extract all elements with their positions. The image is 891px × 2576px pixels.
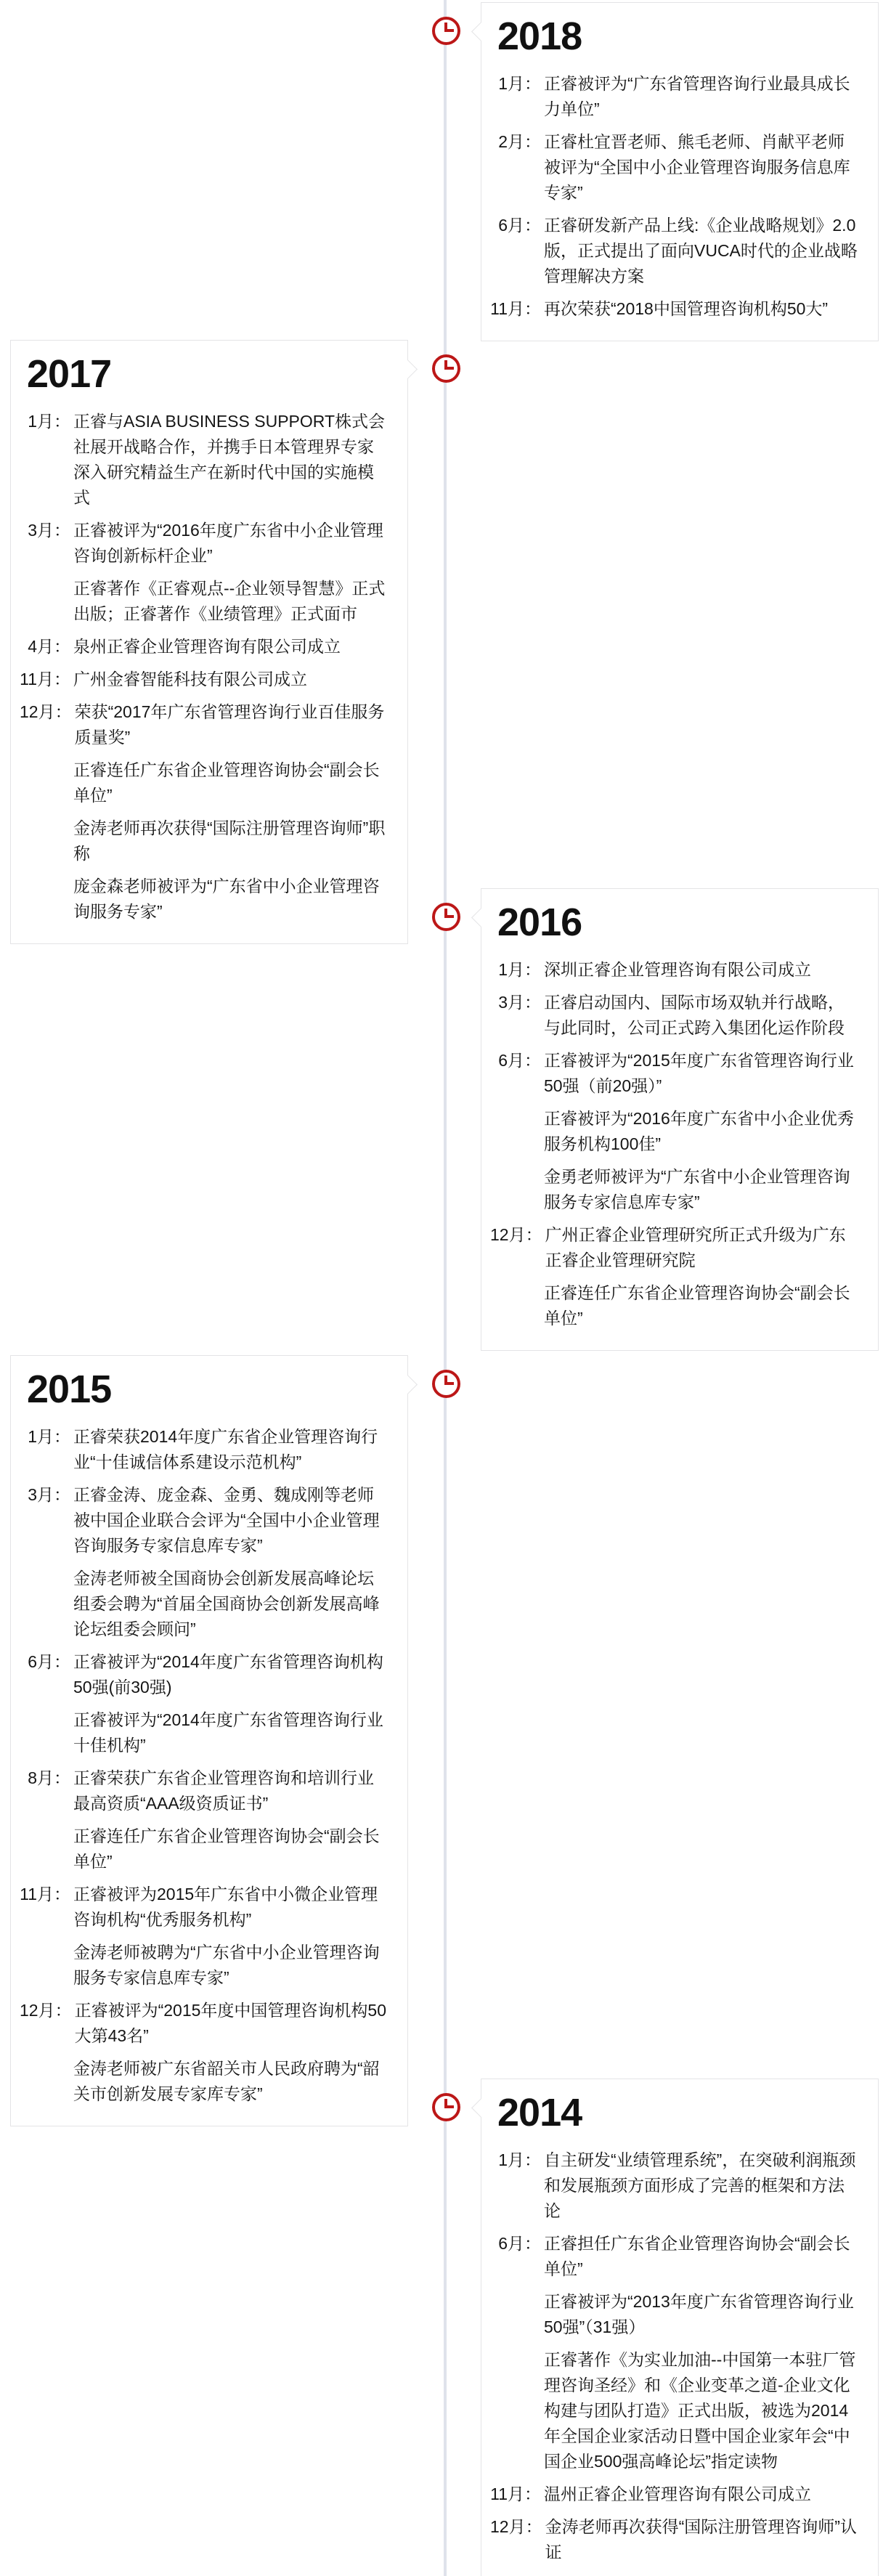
- entry-month-label: 2月：: [498, 132, 541, 152]
- timeline-entry: [490, 2289, 861, 2340]
- timeline-entry: [20, 1649, 390, 1700]
- timeline-entry: [20, 1566, 390, 1642]
- entry-month-label: 12月：: [20, 2001, 72, 2020]
- clock-icon: [432, 354, 460, 383]
- timeline-entry: [490, 957, 861, 983]
- timeline-spine: [444, 0, 447, 2576]
- timeline-entry: [20, 634, 390, 659]
- year-card-2018: [481, 2, 879, 341]
- entry-text: 广州金睿智能科技有限公司成立: [73, 670, 307, 689]
- entry-text: 金涛老师被广东省韶关市人民政府聘为“韶关市创新发展专家库专家”: [73, 2059, 380, 2104]
- clock-hand-hour: [446, 1382, 454, 1385]
- entry-month-label: 6月：: [498, 2234, 541, 2254]
- timeline-entry: [20, 1707, 390, 1758]
- timeline-entry: [20, 1482, 390, 1559]
- entry-text: 正睿金涛、庞金森、金勇、魏成刚等老师被中国企业联合会评为“全国中小企业管理咨询服务专家信息库专家”: [73, 1485, 380, 1556]
- year-title: 2018: [497, 15, 582, 58]
- entry-text: 正睿连任广东省企业管理咨询协会“副会长单位”: [73, 1827, 380, 1872]
- timeline-entry: [20, 1882, 390, 1933]
- year-card-2015: [10, 1355, 408, 2126]
- entry-month-label: 3月：: [28, 521, 70, 540]
- entry-text: 金涛老师被全国商协会创新发展高峰论坛组委会聘为“首届全国商协会创新发展高峰论坛组委会顾问”: [73, 1569, 380, 1639]
- timeline-entry: [20, 518, 390, 569]
- entry-month-label: 6月：: [498, 1051, 541, 1070]
- entry-month-label: 11月：: [20, 1885, 70, 1904]
- entry-month-label: 3月：: [28, 1485, 70, 1505]
- entry-month-label: [490, 1164, 541, 1215]
- entry-month-label: 4月：: [28, 637, 70, 657]
- entry-text: 正睿担任广东省企业管理咨询协会“副会长单位”: [544, 2234, 850, 2279]
- timeline-entry: [20, 1766, 390, 1816]
- entry-text: 正睿连任广东省企业管理咨询协会“副会长单位”: [73, 760, 380, 805]
- entry-text: 荣获“2017年广东省管理咨询行业百佳服务质量奖”: [74, 702, 385, 747]
- timeline-entry: [490, 2514, 861, 2565]
- timeline-entry: [490, 1048, 861, 1099]
- timeline-entry: [20, 874, 390, 925]
- entry-month-label: 1月：: [498, 2150, 541, 2170]
- entry-text: 正睿被评为“2016年度广东省中小企业管理咨询创新标杆企业”: [73, 521, 383, 566]
- entry-text: 正睿被评为“2015年度广东省管理咨询行业50强（前20强）”: [544, 1051, 854, 1096]
- card-arrow-icon: [471, 2098, 491, 2118]
- entry-month-label: 11月：: [490, 299, 541, 319]
- year-card-2014: [481, 2079, 879, 2576]
- entry-text: 再次荣获“2018中国管理咨询机构50大”: [544, 299, 829, 319]
- timeline-entry: [20, 576, 390, 627]
- card-arrow-icon: [471, 908, 491, 927]
- year-title: 2017: [27, 352, 112, 396]
- entry-text: 正睿著作《正睿观点--企业领导智慧》正式出版；正睿著作《业绩管理》正式面市: [73, 579, 386, 624]
- entry-text: 正睿与ASIA BUSINESS SUPPORT株式会社展开战略合作，并携手日本管理界专家深入研究精益生产在新时代中国的实施模式: [73, 412, 386, 508]
- entry-month-label: [20, 576, 70, 627]
- timeline-entry: [490, 2347, 861, 2474]
- entry-text: 正睿被评为“2014年度广东省管理咨询行业十佳机构”: [73, 1710, 383, 1755]
- entry-text: 正睿连任广东省企业管理咨询协会“副会长单位”: [544, 1283, 850, 1328]
- clock-hand-hour: [446, 29, 454, 32]
- timeline-entry: [20, 409, 390, 511]
- entry-month-label: [20, 1566, 70, 1642]
- entry-text: 金涛老师再次获得“国际注册管理咨询师”认证: [545, 2517, 857, 2562]
- entry-month-label: 12月：: [490, 1225, 542, 1245]
- timeline-entry: [490, 213, 861, 289]
- entry-text: 正睿被评为“2015年度中国管理咨询机构50大第43名”: [74, 2001, 387, 2046]
- entry-month-label: [490, 2347, 541, 2474]
- entry-text: 金涛老师被聘为“广东省中小企业管理咨询服务专家信息库专家”: [73, 1943, 380, 1988]
- entry-month-label: [20, 757, 70, 808]
- entry-text: 庞金森老师被评为“广东省中小企业管理咨询服务专家”: [73, 877, 380, 922]
- entry-month-label: [490, 2289, 541, 2340]
- timeline-entry: [490, 990, 861, 1041]
- entry-month-label: [20, 874, 70, 925]
- entry-text: 正睿研发新产品上线:《企业战略规划》2.0版，正式提出了面向VUCA时代的企业战略管理解决方案: [544, 216, 858, 286]
- entry-month-label: 1月：: [28, 1427, 70, 1447]
- entry-text: 金勇老师被评为“广东省中小企业管理咨询服务专家信息库专家”: [544, 1167, 850, 1212]
- timeline-entry: [490, 2231, 861, 2282]
- clock-hand-hour: [446, 2105, 454, 2108]
- entry-text: 正睿被评为“2016年度广东省中小企业优秀服务机构100佳”: [544, 1109, 854, 1154]
- entry-month-label: [490, 1280, 541, 1331]
- timeline-entry: [490, 2148, 861, 2224]
- entry-month-label: 3月：: [498, 993, 541, 1012]
- entry-text: 自主研发“业绩管理系统”，在突破利润瓶颈和发展瓶颈方面形成了完善的框架和方法论: [544, 2150, 856, 2221]
- timeline-entry: [490, 1280, 861, 1331]
- entry-month-label: [20, 1824, 70, 1874]
- entry-text: 正睿被评为“广东省管理咨询行业最具成长力单位”: [544, 74, 850, 119]
- entry-month-label: 1月：: [498, 74, 541, 94]
- timeline-entry: [490, 1164, 861, 1215]
- clock-icon: [432, 17, 460, 45]
- entry-text: 正睿被评为2015年广东省中小微企业管理咨询机构“优秀服务机构”: [73, 1885, 378, 1930]
- timeline-entry: [490, 296, 861, 322]
- entry-month-label: 12月：: [20, 702, 72, 722]
- entry-text: 正睿启动国内、国际市场双轨并行战略，与此同时，公司正式跨入集团化运作阶段: [544, 993, 845, 1038]
- entry-text: 正睿杜宜晋老师、熊毛老师、肖献平老师被评为“全国中小企业管理咨询服务信息库专家”: [544, 132, 850, 203]
- timeline-entry: [490, 1222, 861, 1273]
- timeline-entry: [490, 2482, 861, 2507]
- entry-text: 正睿著作《为实业加油--中国第一本驻厂管理咨询圣经》和《企业变革之道-企业文化构建与团队打造》正式出版，被选为2014年全国企业家活动日暨中国企业家年会“中国企业500强高峰论坛”指定读物: [544, 2350, 856, 2471]
- entry-month-label: [20, 1940, 70, 1991]
- card-arrow-icon: [398, 359, 418, 379]
- entry-month-label: 6月：: [498, 216, 541, 235]
- entry-month-label: 6月：: [28, 1652, 70, 1672]
- entry-text: 正睿荣获2014年度广东省企业管理咨询行业“十佳诚信体系建设示范机构”: [73, 1427, 378, 1472]
- timeline-entry: [20, 1998, 390, 2049]
- clock-hand-hour: [446, 915, 454, 918]
- card-arrow-icon: [398, 1375, 418, 1394]
- entry-month-label: [20, 1707, 70, 1758]
- timeline-entry: [20, 667, 390, 692]
- entry-text: 正睿被评为“2013年度广东省管理咨询行业50强”（31强）: [544, 2292, 854, 2337]
- entry-text: 泉州正睿企业管理咨询有限公司成立: [73, 637, 341, 657]
- year-card-2016: [481, 888, 879, 1351]
- year-title: 2016: [497, 901, 582, 944]
- year-title: 2015: [27, 1368, 112, 1411]
- card-arrow-icon: [471, 22, 491, 41]
- timeline-entry: [490, 71, 861, 122]
- entry-text: 广州正睿企业管理研究所正式升级为广东正睿企业管理研究院: [545, 1225, 846, 1270]
- timeline-entry: [490, 1106, 861, 1157]
- clock-icon: [432, 1370, 460, 1398]
- entry-month-label: [20, 816, 70, 866]
- entry-text: 温州正睿企业管理咨询有限公司成立: [544, 2484, 811, 2504]
- timeline-entry: [20, 1940, 390, 1991]
- entry-month-label: 1月：: [498, 960, 541, 980]
- timeline-entry: [20, 699, 390, 750]
- timeline-entry: [20, 1824, 390, 1874]
- timeline-entry: [20, 757, 390, 808]
- entry-text: 正睿被评为“2014年度广东省管理咨询机构50强(前30强): [73, 1652, 383, 1697]
- entry-month-label: 11月：: [490, 2484, 541, 2504]
- entry-month-label: [490, 1106, 541, 1157]
- entry-text: 金涛老师再次获得“国际注册管理咨询师”职称: [73, 818, 386, 864]
- entry-text: 深圳正睿企业管理咨询有限公司成立: [544, 960, 811, 980]
- year-title: 2014: [497, 2091, 582, 2134]
- entry-month-label: [20, 2056, 70, 2107]
- clock-icon: [432, 903, 460, 931]
- timeline-entry: [20, 2056, 390, 2107]
- entry-month-label: 11月：: [20, 670, 70, 689]
- timeline-entry: [490, 129, 861, 206]
- entry-text: 正睿荣获广东省企业管理咨询和培训行业最高资质“AAA级资质证书”: [73, 1768, 374, 1813]
- clock-icon: [432, 2093, 460, 2121]
- timeline-entry: [20, 1424, 390, 1475]
- entry-month-label: 12月：: [490, 2517, 542, 2537]
- entry-month-label: 8月：: [28, 1768, 70, 1788]
- clock-hand-hour: [446, 367, 454, 370]
- entry-month-label: 1月：: [28, 412, 70, 431]
- timeline-entry: [20, 816, 390, 866]
- year-card-2017: [10, 340, 408, 944]
